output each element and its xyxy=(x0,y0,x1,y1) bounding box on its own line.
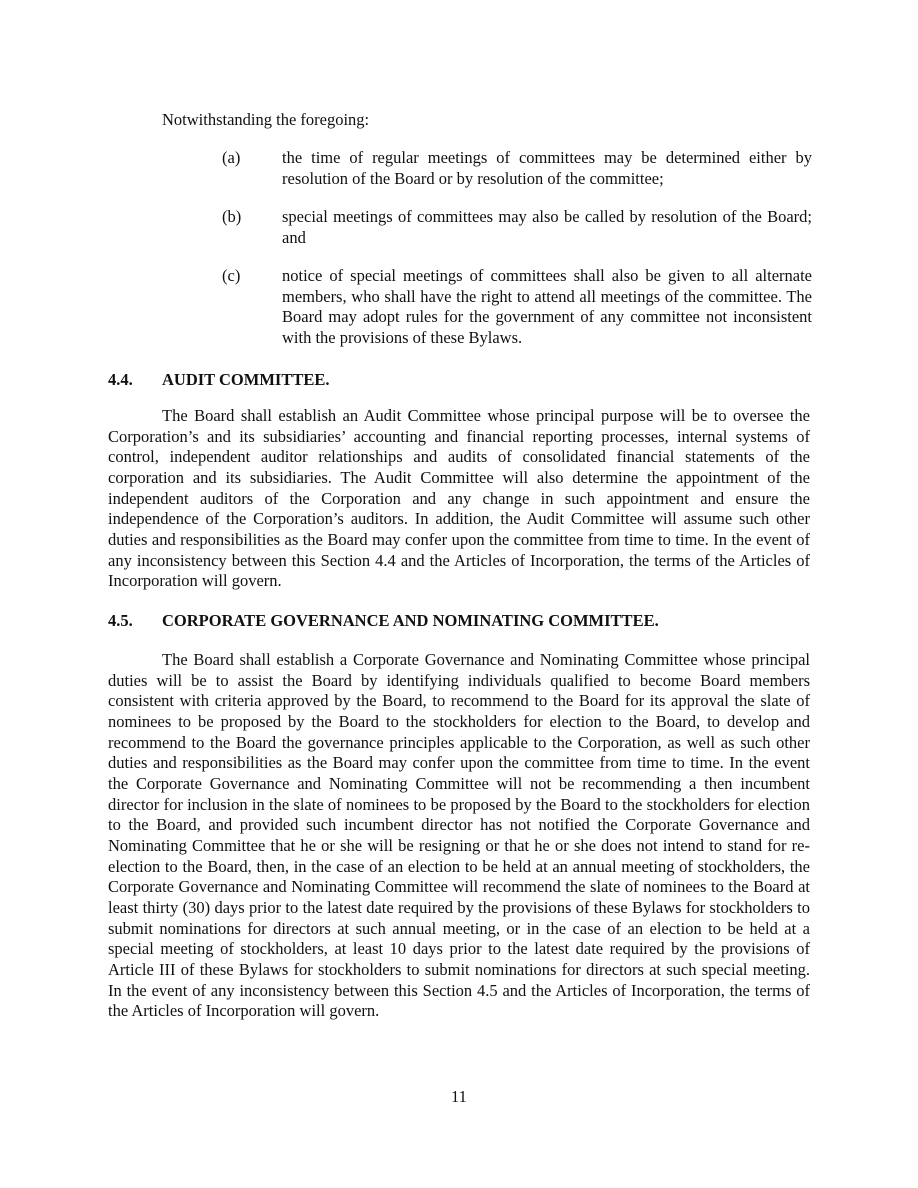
section-title: CORPORATE GOVERNANCE AND NOMINATING COMMITTEE. xyxy=(162,611,659,630)
section-heading-4-4 xyxy=(108,369,329,390)
list-marker: (c) xyxy=(222,266,241,285)
section-number: 4.5. xyxy=(108,611,133,630)
intro-text: Notwithstanding the foregoing: xyxy=(162,110,370,129)
section-number: 4.4. xyxy=(108,370,133,389)
page-number: 11 xyxy=(451,1087,467,1106)
list-marker: (b) xyxy=(222,207,242,226)
list-text: special meetings of committees may also be called by resolution of the Board; and xyxy=(282,207,812,247)
section-title: AUDIT COMMITTEE. xyxy=(162,370,330,389)
list-text: notice of special meetings of committees shall also be given to all alternate members, who shall have the right to attend all meetings of the committee. The Board may adopt rules for the government of any committee not inconsistent with the provisions of these Bylaws. xyxy=(282,266,812,347)
list-item-c xyxy=(222,266,812,348)
section-body-4-4: The Board shall establish an Audit Committee whose principal purpose will be to oversee the Corporation’s and its subsidiaries’ accounting and financial reporting processes, internal systems of control, independent auditor relationships and audits of consolidated financial statements of the corporation and its subsidiaries. The Audit Committee will also determine the appointment of the independent auditors of the Corporation and any change in such appointment and ensure the independence of the Corporation’s auditors. In addition, the Audit Committee will assume such other duties and responsibilities as the Board may confer upon the committee from time to time. In the event of any inconsistency between this Section 4.4 and the Articles of Incorporation, the terms of the Articles of Incorporation will govern. xyxy=(108,406,810,591)
section-heading-4-5 xyxy=(108,610,659,631)
section-body-4-5: The Board shall establish a Corporate Governance and Nominating Committee whose principal duties will be to assist the Board by identifying individuals qualified to become Board members consistent with criteria approved by the Board, to recommend to the Board for its approval the slate of nominees to be proposed by the Board to the stockholders for election to the Board, to develop and recommend to the Board the governance principles applicable to the Corporation, as well as such other duties and responsibilities as the Board may confer upon the committee from time to time. In the event the Corporate Governance and Nominating Committee will not be recommending a then incumbent director for inclusion in the slate of nominees to be proposed by the Board to the stockholders for election to the Board, and provided such incumbent director has not notified the Corporate Governance and Nominating Committee that he or she will be resigning or that he or she does not intend to stand for re-election to the Board, then, in the case of an election to be held at an annual meeting of stockholders, the Corporate Governance and Nominating Committee will recommend the slate of nominees to the Board at least thirty (30) days prior to the latest date required by the provisions of these Bylaws for stockholders to submit nominations for directors at such annual meeting, or in the case of an election to be held at a special meeting of stockholders, at least 10 days prior to the latest date required by the provisions of Article III of these Bylaws for stockholders to submit nominations for directors at such special meeting. In the event of any inconsistency between this Section 4.5 and the Articles of Incorporation, the terms of the Articles of Incorporation will govern. xyxy=(108,650,810,1021)
list-marker: (a) xyxy=(222,148,241,167)
list-item-a xyxy=(222,148,812,189)
list-text: the time of regular meetings of committees may be determined either by resolution of the Board or by resolution of the committee; xyxy=(282,148,812,188)
list-item-b xyxy=(222,207,812,248)
